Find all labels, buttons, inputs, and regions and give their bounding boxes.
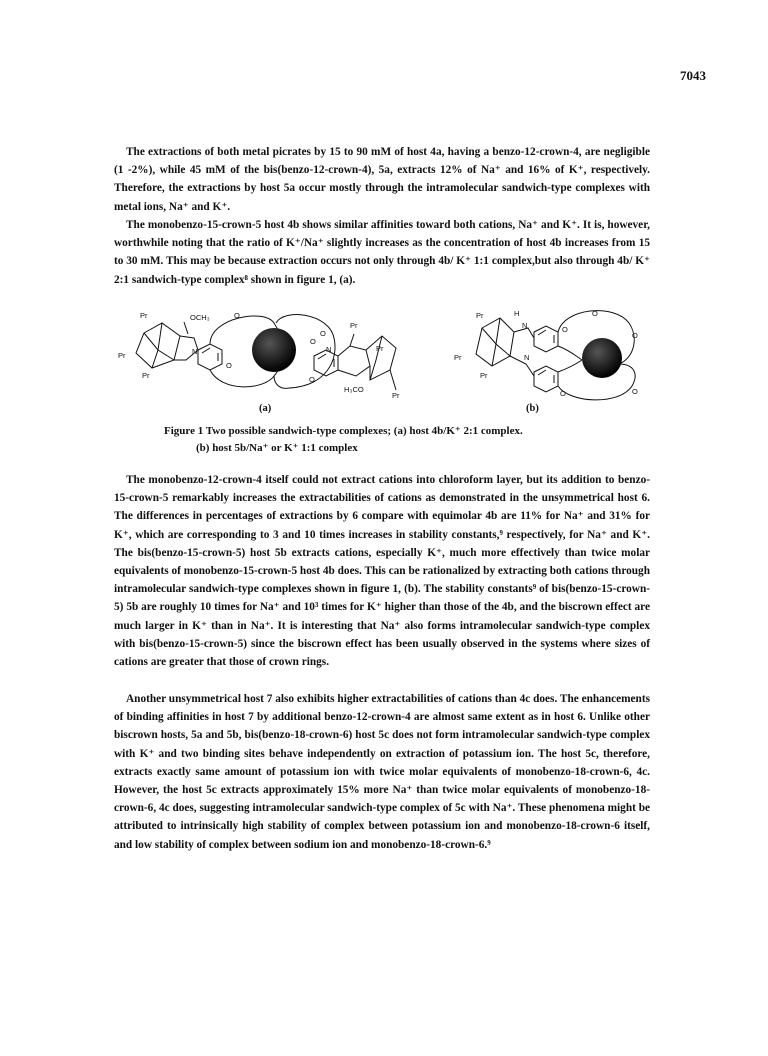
svg-text:Pr: Pr (454, 353, 462, 362)
svg-text:O: O (632, 387, 638, 396)
svg-text:O: O (226, 361, 232, 370)
paragraph-1 (114, 143, 650, 216)
paragraph-2-text: The monobenzo-15-crown-5 host 4b shows similar affinities toward both cations, Na⁺ and K⁺. It is, however, worthwhile noting that the ratio of K⁺/Na⁺ slightly increases as the concentration of host 4b increases from 15 to 30 mM. This may be because extraction occurs not only through 4b/ K⁺ 1:1 complex,but also through 4b/ K⁺ 2:1 sandwich-type complex⁸ shown in figure 1, (a). (114, 219, 650, 286)
svg-text:Pr: Pr (476, 311, 484, 320)
paragraph-2 (114, 216, 650, 289)
svg-text:N: N (192, 347, 198, 356)
figure-1 (114, 298, 650, 438)
paragraph-1-text: The extractions of both metal picrates by 15 to 90 mM of host 4a, having a benzo-12-crown-4, are negligible (1 -2%), while 45 mM of the bis(benzo-12-crown-4), 5a, extracts 12% of Na⁺ and 16% of K⁺, respectively. Therefore, the extractions by host 5a occur mostly through the intramolecular sandwich-type complexes with metal ions, Na⁺ and K⁺. (114, 146, 650, 213)
sandwich-complex-structures (114, 298, 650, 438)
svg-text:OCH₃: OCH₃ (190, 313, 210, 322)
svg-text:Pr: Pr (118, 351, 126, 360)
svg-text:O: O (309, 375, 315, 384)
svg-text:O: O (234, 311, 240, 320)
page-number: 7043 (680, 68, 706, 83)
svg-text:O: O (632, 331, 638, 340)
paragraph-3-text: The monobenzo-12-crown-4 itself could not extract cations into chloroform layer, but its addition to benzo-15-crown-5 remarkably increases the extractabilities of cations as demonstrated in the unsymmetrical host 6. The differences in percentages of extractions by 6 compare with equimolar 4b are 11% for Na⁺ and 31% for K⁺, which are corresponding to 3 and 10 times increases in stability constants,⁹ respectively, for Na⁺ and K⁺. The bis(benzo-15-crown-5) host 5b extracts cations, especially K⁺, much more effectively than twice molar equivalents of monobenzo-15-crown-5 host 4b does. This can be rationalized by extracting both cations through intramolecular sandwich-type complexes shown in figure 1, (b). The stability constants⁹ of bis(benzo-15-crown-5) 5b are roughly 10 times for Na⁺ and 10³ times for K⁺ higher than those of the 4b, and the biscrown effect are much larger in K⁺ than in Na⁺. It is interesting that Na⁺ also forms intramolecular sandwich-type complex with bis(benzo-15-crown-5) since the biscrown effect has been usually observed in the systems where sizes of cations are greater that those of crown rings. (114, 474, 650, 669)
svg-text:O: O (560, 389, 566, 398)
svg-text:Pr: Pr (480, 371, 488, 380)
figure-panel-label-a: (a) (259, 403, 272, 414)
svg-text:Pr: Pr (142, 371, 150, 380)
svg-text:H: H (514, 309, 520, 318)
svg-text:O: O (310, 337, 316, 346)
svg-text:O: O (562, 325, 568, 334)
svg-text:N: N (524, 353, 530, 362)
svg-text:Pr: Pr (376, 344, 384, 353)
paragraph-4 (114, 690, 650, 854)
svg-text:N: N (522, 321, 528, 330)
paragraph-4-text: Another unsymmetrical host 7 also exhibits higher extractabilities of cations than 4c does. The enhancements of binding affinities in host 7 by additional benzo-12-crown-4 are almost same extent as in host 6. Unlike other biscrown hosts, 5a and 5b, bis(benzo-18-crown-6) host 5c does not form intramolecular sandwich-type complex with K⁺ and two binding sites behave independently on extraction of potassium ion. The host 5c, therefore, extracts exactly same amount of potassium ion with twice molar equivalents of monobenzo-18-crown-6, 4c. However, the host 5c extracts approximately 15% more Na⁺ than twice molar equivalents of monobenzo-18-crown-6, 4c does, suggesting intramolecular sandwich-type complex of 5c with Na⁺. These phenomena might be attributed to intrinsically high stability of complex between potassium ion and monobenzo-18-crown-6 itself, and low stability of complex between sodium ion and monobenzo-18-crown-6.⁹ (114, 693, 650, 851)
svg-text:N: N (326, 345, 332, 354)
figure-panel-label-b: (b) (526, 403, 539, 414)
svg-text:Pr: Pr (140, 311, 148, 320)
svg-text:Pr: Pr (350, 321, 358, 330)
svg-text:O: O (592, 309, 598, 318)
ion-sphere-b (582, 338, 622, 378)
ion-sphere-a (252, 328, 296, 372)
svg-text:O: O (320, 329, 326, 338)
svg-text:H₃CO: H₃CO (344, 385, 364, 394)
paragraph-3 (114, 471, 650, 671)
figure-caption-line-1: Figure 1 Two possible sandwich-type complexes; (a) host 4b/K⁺ 2:1 complex. (164, 425, 523, 437)
svg-text:Pr: Pr (392, 391, 400, 400)
figure-caption-line-2: (b) host 5b/Na⁺ or K⁺ 1:1 complex (196, 442, 358, 454)
figure-caption (164, 423, 604, 457)
